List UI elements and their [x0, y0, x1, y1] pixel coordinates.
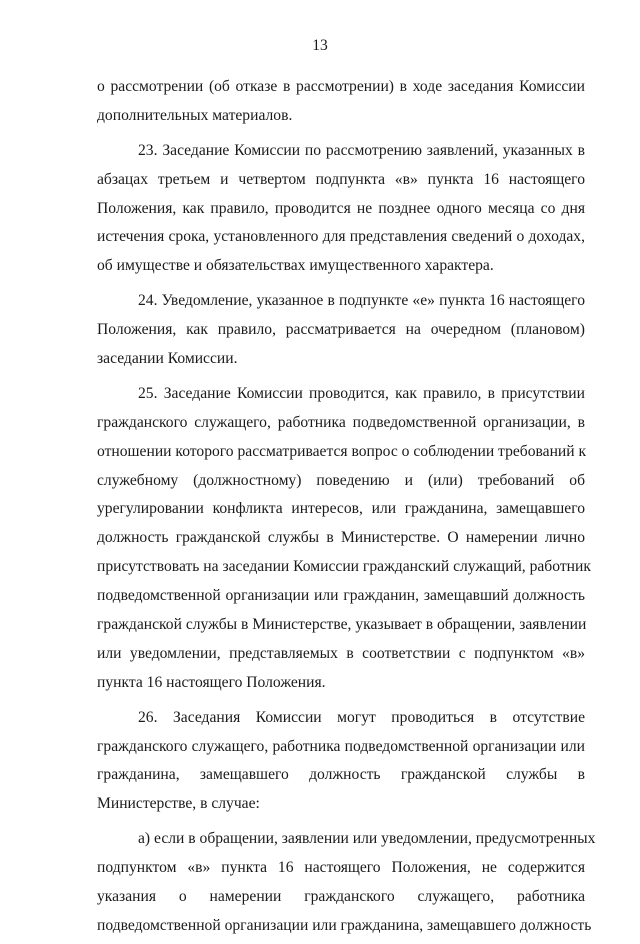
text-line: дополнительных материалов. — [97, 106, 293, 124]
text-line: служебному (должностному) поведению и (или) требований об — [97, 471, 585, 489]
paragraph — [97, 140, 585, 284]
text-line: присутствовать на заседании Комиссии гражданский служащий, работник — [97, 558, 591, 576]
text-line: урегулировании конфликта интересов, или гражданина, замещавшего — [97, 500, 585, 518]
paragraph — [97, 828, 596, 944]
text-line: об имуществе и обязательствах имущественного характера. — [97, 257, 494, 275]
text-line: 24. Уведомление, указанное в подпункте «е» пункта 16 настоящего — [138, 292, 585, 310]
text-line: 25. Заседание Комиссии проводится, как правило, в присутствии — [138, 384, 585, 402]
text-line: о рассмотрении (об отказе в рассмотрении) в ходе заседания Комиссии — [97, 78, 585, 95]
text-line: гражданского служащего, работника подведомственной организации, в — [97, 413, 585, 431]
text-line: пункта 16 настоящего Положения. — [97, 673, 326, 691]
text-line: Положения, как правило, проводится не позднее одного месяца со дня — [97, 199, 585, 217]
text-line: гражданской службы в Министерстве, указывает в обращении, заявлении — [97, 616, 587, 634]
text-line: истечения срока, установленного для представления сведений о доходах, — [97, 228, 585, 246]
text-line: 26. Заседания Комиссии могут проводиться в отсутствие — [138, 708, 585, 726]
text-line: 23. Заседание Комиссии по рассмотрению заявлений, указанных в — [138, 141, 585, 159]
text-line: подведомственной организации или гражданина, замещавшего должность — [97, 916, 592, 934]
text-line: а) если в обращении, заявлении или уведомлении, предусмотренных — [138, 830, 596, 848]
paragraph — [97, 290, 585, 377]
text-line: абзацах третьем и четвертом подпункта «в» пункта 16 настоящего — [97, 170, 585, 188]
text-line: подпунктом «в» пункта 16 настоящего Положения, не содержится — [97, 859, 585, 877]
text-line: отношении которого рассматривается вопрос о соблюдении требований к — [97, 442, 587, 460]
text-line: Министерстве, в случае: — [97, 795, 260, 813]
text-line: указания о намерении гражданского служащего, работника — [97, 888, 585, 906]
paragraph — [97, 707, 585, 823]
paragraph — [97, 76, 585, 134]
text-line: заседании Комиссии. — [97, 350, 238, 368]
text-line: подведомственной организации или гражданин, замещавший должность — [97, 587, 585, 605]
text-line: гражданского служащего, работника подведомственной организации или — [97, 737, 585, 755]
paragraph — [97, 383, 591, 701]
text-line: Положения, как правило, рассматривается на очередном (плановом) — [97, 321, 585, 339]
page-number: 13 — [312, 37, 328, 54]
text-line: гражданина, замещавшего должность гражданской службы в — [97, 766, 585, 784]
text-line: должность гражданской службы в Министерстве. О намерении лично — [97, 529, 585, 547]
text-line: или уведомлении, представляемых в соответствии с подпунктом «в» — [97, 644, 585, 662]
document-body — [97, 76, 596, 944]
